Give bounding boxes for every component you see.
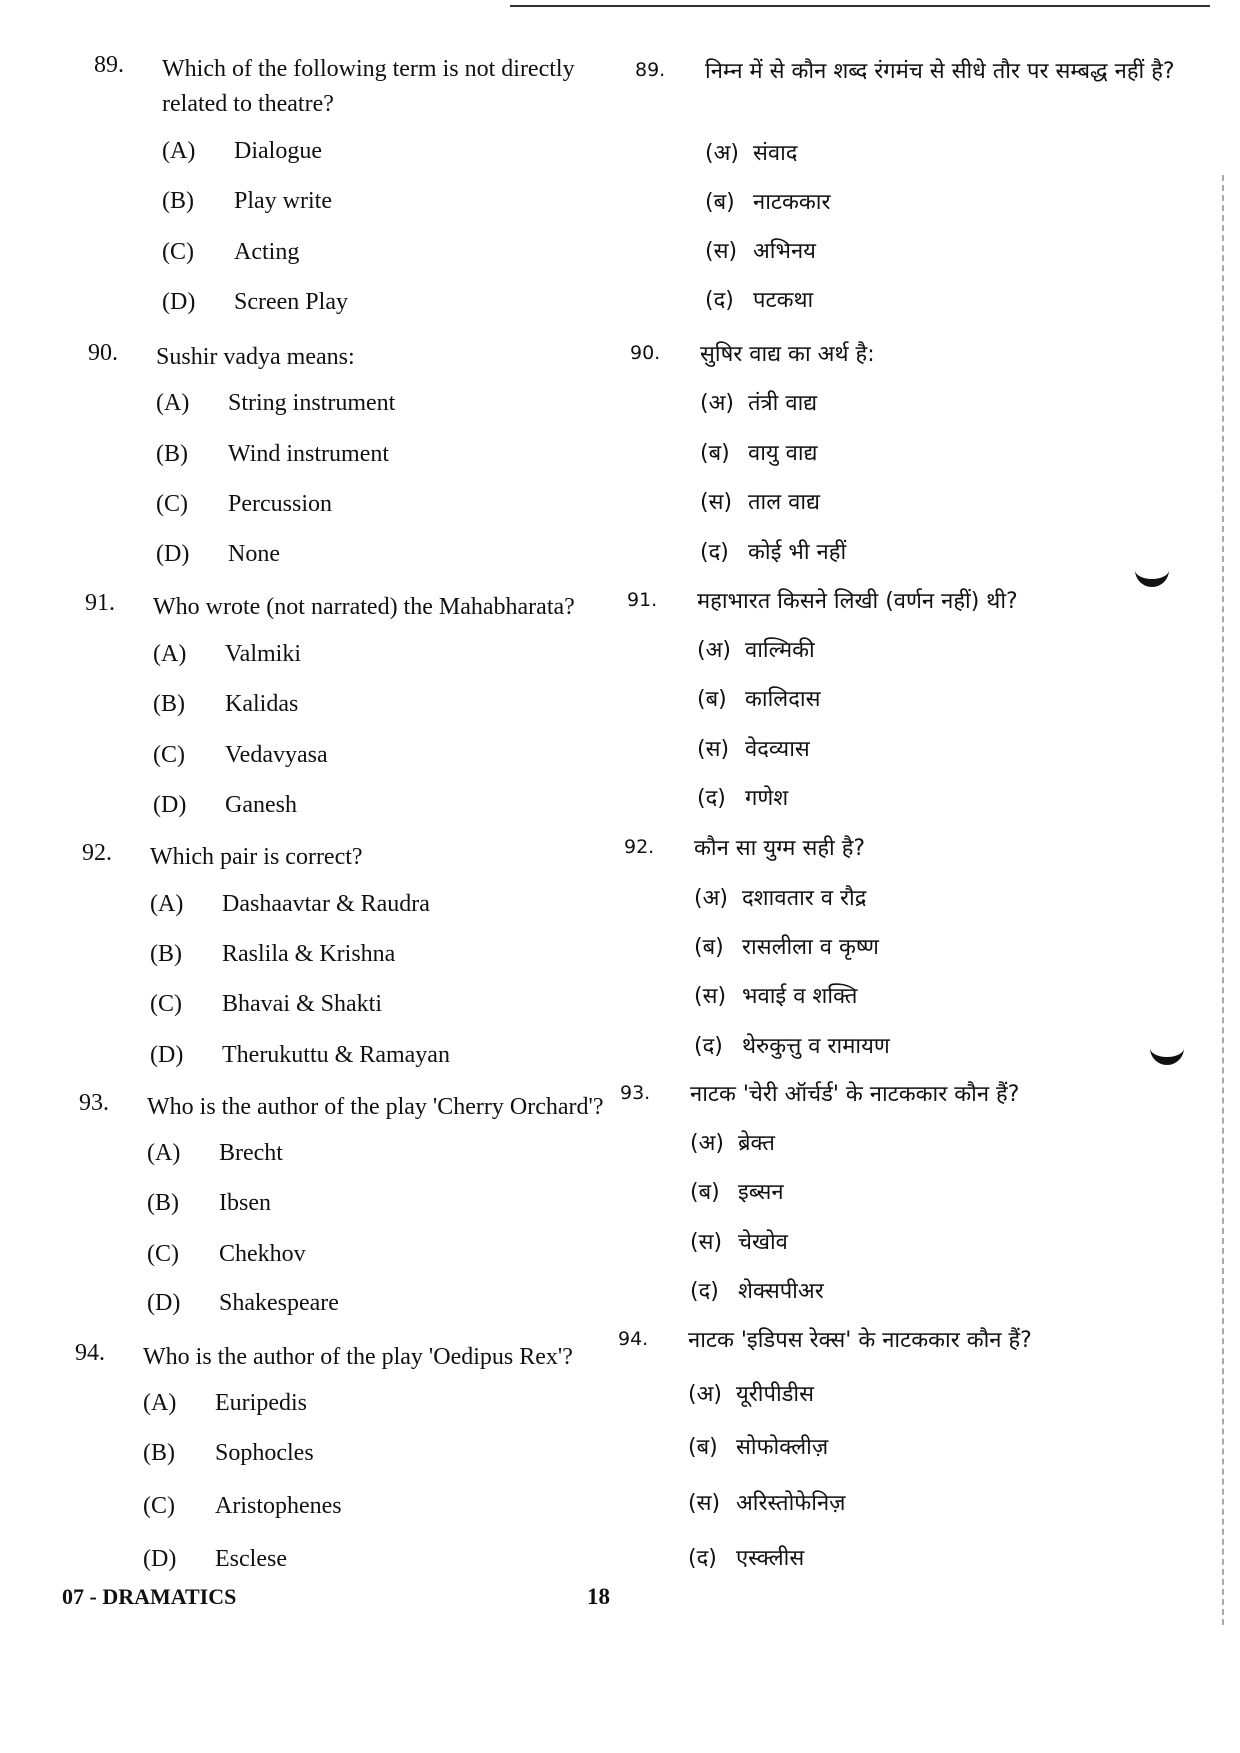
option-text: भवाई व शक्ति xyxy=(742,984,858,1009)
question-text: Sushir vadya means: xyxy=(156,344,355,370)
answer-option xyxy=(700,486,820,516)
question-text: Which of the following term is not directly related to theatre? xyxy=(162,56,575,117)
option-label: (द) xyxy=(697,786,726,811)
option-text: Therukuttu & Ramayan xyxy=(222,1042,450,1068)
option-text: Screen Play xyxy=(234,289,348,315)
option-text: Play write xyxy=(234,188,332,214)
option-text: चेखोव xyxy=(738,1230,788,1255)
question-en xyxy=(82,840,620,1068)
option-text: नाटककार xyxy=(753,190,831,215)
option-text: ताल वाद्य xyxy=(748,490,820,515)
answer-option xyxy=(153,742,328,769)
option-text: अभिनय xyxy=(753,239,816,264)
option-text: Valmiki xyxy=(225,641,301,667)
question-text: नाटक 'चेरी ऑर्चर्ड' के नाटककार कौन हैं? xyxy=(690,1082,1020,1107)
answer-option xyxy=(156,390,395,417)
answer-option xyxy=(143,1546,287,1573)
option-label: (D) xyxy=(153,792,187,818)
option-label: (A) xyxy=(143,1390,177,1416)
option-label: (द) xyxy=(694,1034,723,1059)
option-label: (B) xyxy=(143,1440,175,1466)
option-text: Chekhov xyxy=(219,1241,306,1267)
option-text: रासलीला व कृष्ण xyxy=(742,935,879,960)
option-text: वेदव्यास xyxy=(745,737,810,762)
option-text: Ibsen xyxy=(219,1190,271,1216)
answer-option xyxy=(147,1241,306,1268)
question-text: Who wrote (not narrated) the Mahabharata? xyxy=(153,594,575,620)
option-label: (ब) xyxy=(690,1180,720,1205)
question-text: Who is the author of the play 'Oedipus Rex'? xyxy=(143,1344,573,1370)
answer-option xyxy=(690,1226,788,1256)
option-label: (ब) xyxy=(705,190,735,215)
question-text: Which pair is correct? xyxy=(150,844,363,870)
question-number: 92. xyxy=(82,840,112,866)
answer-option xyxy=(147,1190,271,1217)
option-label: (स) xyxy=(705,239,738,264)
option-text: दशावतार व रौद्र xyxy=(742,886,867,911)
question-hi xyxy=(627,585,1167,811)
option-label: (B) xyxy=(150,941,182,967)
option-text: Esclese xyxy=(215,1546,287,1572)
option-label: (A) xyxy=(153,641,187,667)
option-label: (स) xyxy=(700,490,733,515)
option-text: Vedavyasa xyxy=(225,742,328,768)
answer-option xyxy=(688,1378,814,1408)
option-label: (C) xyxy=(156,491,188,517)
option-text: यूरीपीडीस xyxy=(736,1382,814,1407)
option-label: (D) xyxy=(162,289,196,315)
question-hi xyxy=(620,1078,1160,1304)
option-text: वायु वाद्य xyxy=(748,441,818,466)
answer-option xyxy=(143,1390,307,1417)
answer-option xyxy=(697,683,820,713)
option-label: (A) xyxy=(147,1140,181,1166)
answer-option xyxy=(688,1542,804,1572)
answer-option xyxy=(697,634,815,664)
option-text: Percussion xyxy=(228,491,332,517)
answer-option xyxy=(694,931,879,961)
option-label: (B) xyxy=(153,691,185,717)
option-text: Aristophenes xyxy=(215,1493,342,1519)
option-label: (ब) xyxy=(694,935,724,960)
option-text: ब्रेक्त xyxy=(738,1131,775,1156)
option-label: (अ) xyxy=(690,1131,724,1156)
option-text: शेक्सपीअर xyxy=(738,1279,824,1304)
option-text: इब्सन xyxy=(738,1180,784,1205)
option-text: कालिदास xyxy=(745,687,821,712)
option-label: (ब) xyxy=(700,441,730,466)
option-label: (B) xyxy=(156,441,188,467)
answer-option xyxy=(150,891,430,918)
question-text: निम्न में से कौन शब्द रंगमंच से सीधे तौर पर सम्बद्ध नहीं है? xyxy=(705,59,1175,84)
option-text: Shakespeare xyxy=(219,1290,339,1316)
option-label: (D) xyxy=(150,1042,184,1068)
question-hi xyxy=(635,55,1175,313)
option-label: (स) xyxy=(690,1230,723,1255)
answer-option xyxy=(690,1127,775,1157)
option-text: Kalidas xyxy=(225,691,299,717)
option-label: (C) xyxy=(162,239,194,265)
option-label: (D) xyxy=(147,1290,181,1316)
option-text: वाल्मिकी xyxy=(745,638,815,663)
option-label: (D) xyxy=(156,541,190,567)
question-text: कौन सा युग्म सही है? xyxy=(694,836,866,861)
answer-option xyxy=(705,235,816,265)
answer-option xyxy=(694,1030,890,1060)
option-text: तंत्री वाद्य xyxy=(748,391,818,416)
option-label: (द) xyxy=(705,288,734,313)
question-number: 90. xyxy=(630,342,661,364)
question-number: 92. xyxy=(624,836,655,858)
answer-option xyxy=(153,691,298,718)
question-hi xyxy=(624,832,1164,1059)
answer-option xyxy=(150,1042,450,1069)
answer-option xyxy=(150,991,382,1018)
answer-option xyxy=(690,1176,784,1206)
question-en xyxy=(88,340,626,567)
question-text: नाटक 'इडिपस रेक्स' के नाटककार कौन हैं? xyxy=(688,1328,1032,1353)
option-text: एस्क्लीस xyxy=(736,1546,805,1571)
answer-option xyxy=(697,733,810,763)
option-text: Dialogue xyxy=(234,138,322,164)
question-number: 93. xyxy=(620,1082,651,1104)
answer-tick-mark xyxy=(1150,1023,1184,1065)
option-label: (B) xyxy=(147,1190,179,1216)
option-label: (B) xyxy=(162,188,194,214)
option-label: (अ) xyxy=(697,638,731,663)
option-label: (अ) xyxy=(700,391,734,416)
option-text: Wind instrument xyxy=(228,441,390,467)
option-label: (C) xyxy=(150,991,182,1017)
question-text: सुषिर वाद्य का अर्थ है: xyxy=(700,342,875,367)
answer-option xyxy=(688,1431,828,1461)
answer-option xyxy=(697,782,788,812)
option-text: String instrument xyxy=(228,390,396,416)
option-label: (D) xyxy=(143,1546,177,1572)
option-label: (ब) xyxy=(697,687,727,712)
option-text: Dashaavtar & Raudra xyxy=(222,891,430,917)
answer-tick-mark xyxy=(1135,545,1169,587)
answer-option xyxy=(153,641,301,668)
option-text: Euripedis xyxy=(215,1390,307,1416)
top-rule xyxy=(510,5,1210,7)
answer-option xyxy=(700,437,817,467)
option-label: (A) xyxy=(156,390,190,416)
question-number: 93. xyxy=(79,1090,109,1116)
option-label: (अ) xyxy=(705,141,739,166)
option-text: सोफोक्लीज़ xyxy=(736,1435,829,1460)
answer-option xyxy=(705,137,797,167)
option-label: (अ) xyxy=(688,1382,722,1407)
option-text: अरिस्तोफेनिज़ xyxy=(736,1491,846,1516)
question-number: 90. xyxy=(88,340,118,366)
answer-option xyxy=(162,138,322,165)
answer-option xyxy=(162,289,348,316)
page-number: 18 xyxy=(587,1584,610,1609)
subject-footer: 07 - DRAMATICS xyxy=(62,1584,237,1609)
question-en xyxy=(94,52,632,315)
option-text: गणेश xyxy=(745,786,789,811)
answer-option xyxy=(694,882,866,912)
question-number: 91. xyxy=(627,589,658,611)
answer-option xyxy=(156,441,389,468)
answer-option xyxy=(156,541,280,568)
scan-edge xyxy=(1222,175,1224,1625)
option-text: Brecht xyxy=(219,1140,283,1166)
option-text: कोई भी नहीं xyxy=(748,540,847,565)
option-text: थेरुकुत्तु व रामायण xyxy=(742,1034,890,1059)
answer-option xyxy=(143,1440,314,1467)
option-label: (A) xyxy=(150,891,184,917)
question-en xyxy=(85,590,623,818)
option-text: Sophocles xyxy=(215,1440,314,1466)
option-label: (द) xyxy=(688,1546,717,1571)
answer-option xyxy=(694,980,857,1010)
answer-option xyxy=(700,536,846,566)
option-label: (द) xyxy=(690,1279,719,1304)
option-text: Bhavai & Shakti xyxy=(222,991,382,1017)
option-label: (द) xyxy=(700,540,729,565)
option-label: (C) xyxy=(153,742,185,768)
answer-option xyxy=(147,1140,283,1167)
option-text: Acting xyxy=(234,239,300,265)
answer-option xyxy=(147,1290,339,1317)
option-text: पटकथा xyxy=(753,288,814,313)
answer-option xyxy=(705,186,830,216)
answer-option xyxy=(150,941,395,968)
option-label: (A) xyxy=(162,138,196,164)
question-number: 91. xyxy=(85,590,115,616)
question-en xyxy=(75,1340,613,1572)
question-number: 94. xyxy=(618,1328,649,1350)
answer-option xyxy=(690,1275,824,1305)
option-text: Raslila & Krishna xyxy=(222,941,396,967)
option-label: (अ) xyxy=(694,886,728,911)
answer-option xyxy=(153,792,297,819)
answer-option xyxy=(156,491,332,518)
option-label: (स) xyxy=(697,737,730,762)
option-label: (स) xyxy=(694,984,727,1009)
option-label: (स) xyxy=(688,1491,721,1516)
question-text: Who is the author of the play 'Cherry Orchard'? xyxy=(147,1094,604,1120)
answer-option xyxy=(705,284,813,314)
answer-option xyxy=(162,188,332,215)
question-number: 94. xyxy=(75,1340,105,1366)
option-text: संवाद xyxy=(753,141,798,166)
option-label: (C) xyxy=(143,1493,175,1519)
question-number: 89. xyxy=(94,52,124,78)
answer-option xyxy=(162,239,299,266)
option-text: None xyxy=(228,541,280,567)
question-hi xyxy=(630,338,1170,565)
question-hi xyxy=(618,1324,1158,1571)
option-label: (ब) xyxy=(688,1435,718,1460)
question-number: 89. xyxy=(635,59,666,81)
question-en xyxy=(79,1090,617,1316)
option-text: Ganesh xyxy=(225,792,297,818)
answer-option xyxy=(700,387,817,417)
answer-option xyxy=(143,1493,342,1520)
answer-option xyxy=(688,1487,846,1517)
option-label: (C) xyxy=(147,1241,179,1267)
question-text: महाभारत किसने लिखी (वर्णन नहीं) थी? xyxy=(697,589,1018,614)
